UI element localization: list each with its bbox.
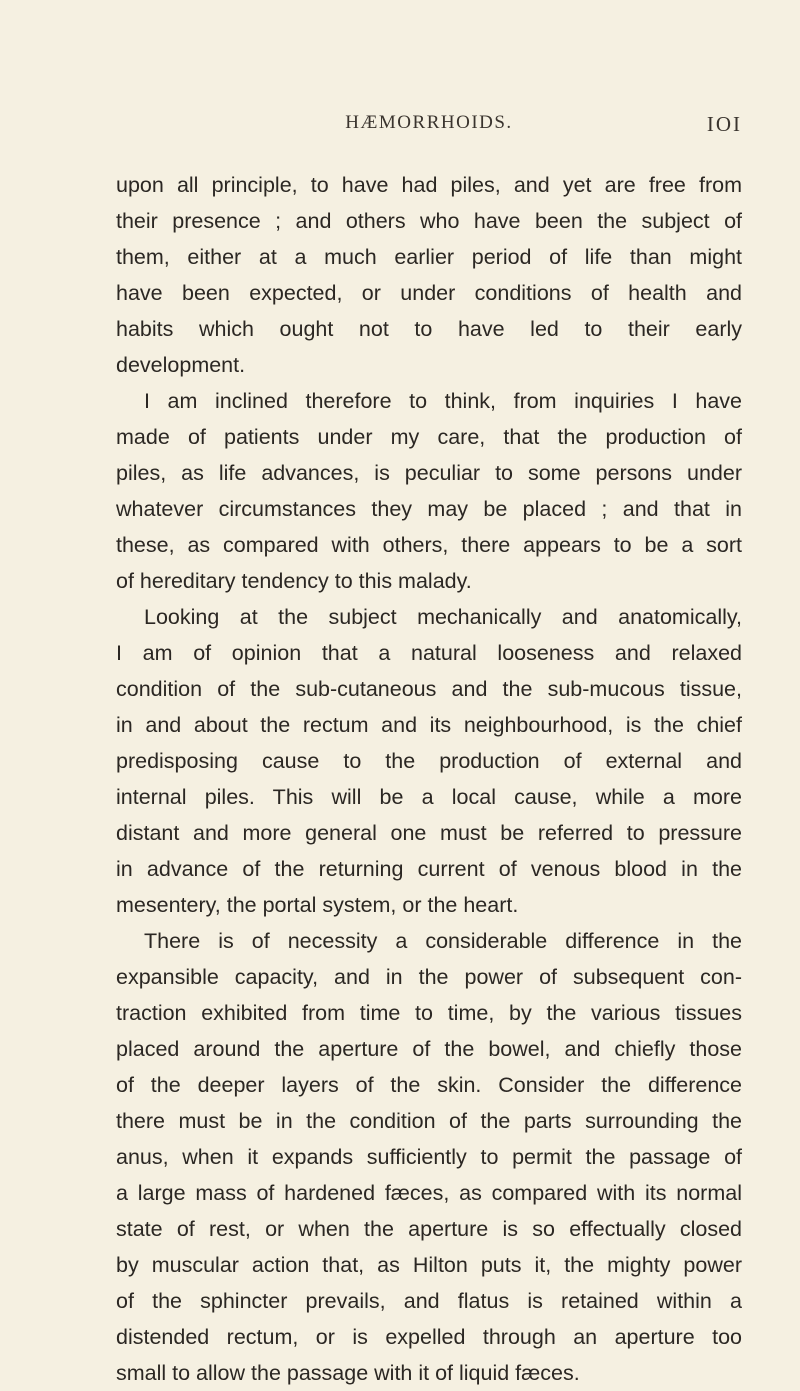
text-line: of hereditary tendency to this malady. xyxy=(116,569,472,593)
running-head xyxy=(116,112,742,142)
text-line: made of patients under my care, that the production of xyxy=(116,425,742,449)
text-line: piles, as life advances, is peculiar to some persons under xyxy=(116,461,742,485)
text-line: I am inclined therefore to think, from inquiries I have xyxy=(144,389,742,413)
running-title: HÆMORRHOIDS. xyxy=(345,112,513,133)
text-line: have been expected, or under conditions of health and xyxy=(116,281,742,305)
text-line: upon all principle, to have had piles, and yet are free from xyxy=(116,173,742,197)
body-text xyxy=(116,167,742,1391)
text-line: Looking at the subject mechanically and anatomically, xyxy=(144,605,742,629)
text-line: I am of opinion that a natural looseness and relaxed xyxy=(116,641,742,665)
text-line: small to allow the passage with it of liquid fæces. xyxy=(116,1361,580,1385)
text-line: placed around the aperture of the bowel, and chiefly those xyxy=(116,1037,742,1061)
text-line: them, either at a much earlier period of life than might xyxy=(116,245,742,269)
text-line: development. xyxy=(116,353,246,377)
text-line: habits which ought not to have led to their early xyxy=(116,317,742,341)
text-line: traction exhibited from time to time, by the various tissues xyxy=(116,1001,742,1025)
text-line: by muscular action that, as Hilton puts it, the mighty power xyxy=(116,1253,742,1277)
text-line: predisposing cause to the production of external and xyxy=(116,749,742,773)
text-line: of the sphincter prevails, and flatus is retained within a xyxy=(116,1289,742,1313)
text-line: expansible capacity, and in the power of subsequent con- xyxy=(116,965,742,989)
text-line: state of rest, or when the aperture is so effectually closed xyxy=(116,1217,742,1241)
text-line: whatever circumstances they may be placed ; and that in xyxy=(116,497,742,521)
text-line: anus, when it expands sufficiently to permit the passage of xyxy=(116,1145,742,1169)
text-line: their presence ; and others who have been the subject of xyxy=(116,209,742,233)
text-line: condition of the sub-cutaneous and the sub-mucous tissue, xyxy=(116,677,742,701)
text-line: distant and more general one must be referred to pressure xyxy=(116,821,742,845)
text-line: in advance of the returning current of venous blood in the xyxy=(116,857,742,881)
text-line: mesentery, the portal system, or the heart. xyxy=(116,893,519,917)
text-line: internal piles. This will be a local cause, while a more xyxy=(116,785,742,809)
text-line: in and about the rectum and its neighbourhood, is the chief xyxy=(116,713,742,737)
text-line: a large mass of hardened fæces, as compared with its normal xyxy=(116,1181,742,1205)
page-number: IOI xyxy=(706,112,742,136)
text-line: of the deeper layers of the skin. Consider the difference xyxy=(116,1073,742,1097)
text-line: There is of necessity a considerable difference in the xyxy=(144,929,742,953)
text-line: there must be in the condition of the parts surrounding the xyxy=(116,1109,742,1133)
text-line: distended rectum, or is expelled through an aperture too xyxy=(116,1325,742,1349)
text-line: these, as compared with others, there appears to be a sort xyxy=(116,533,742,557)
